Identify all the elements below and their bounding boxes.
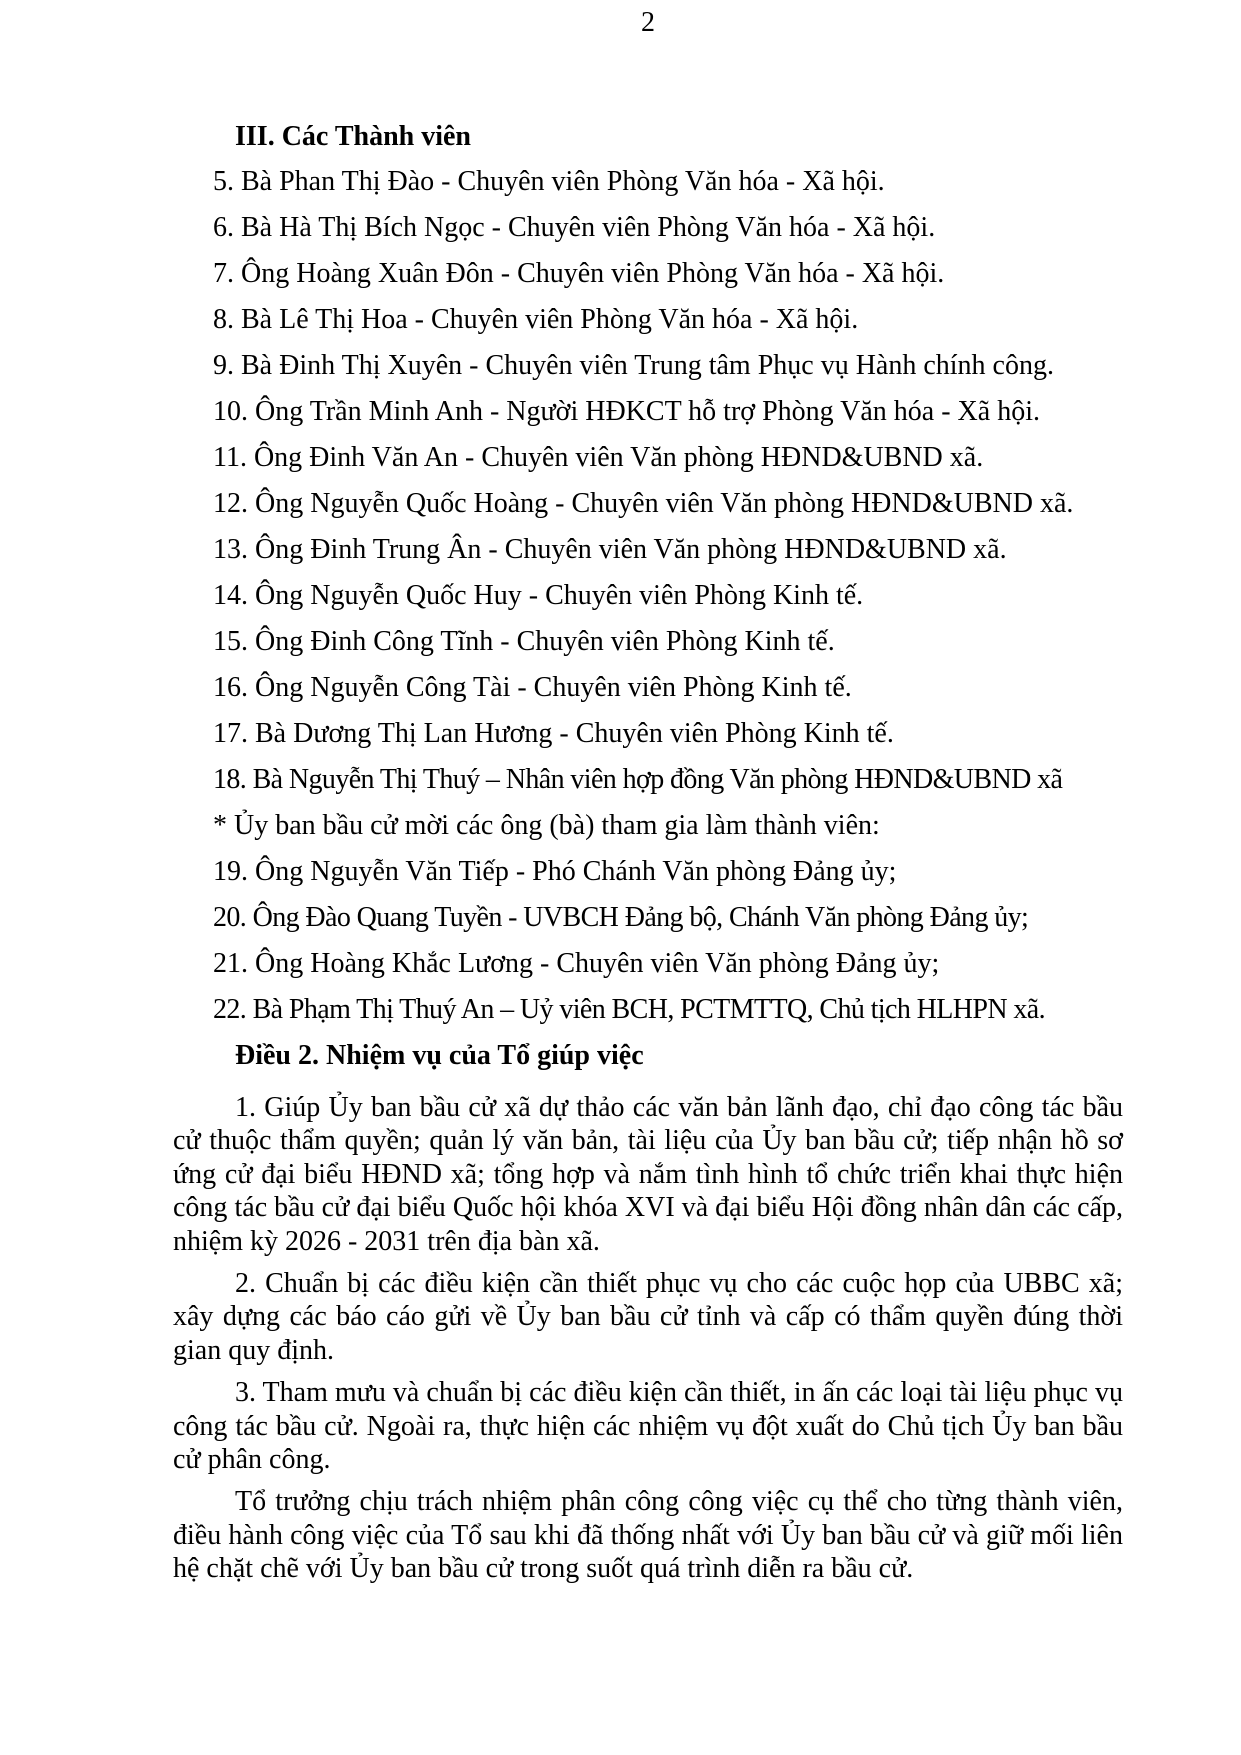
member-item-11: 11. Ông Đinh Văn An - Chuyên viên Văn phòng HĐND&UBND xã.: [213, 442, 984, 473]
member-item-18: 18. Bà Nguyễn Thị Thuý – Nhân viên hợp đồng Văn phòng HĐND&UBND xã: [213, 764, 1063, 795]
member-item-12: 12. Ông Nguyễn Quốc Hoàng - Chuyên viên Văn phòng HĐND&UBND xã.: [213, 488, 1074, 519]
member-item-16: 16. Ông Nguyễn Công Tài - Chuyên viên Phòng Kinh tế.: [213, 672, 852, 703]
section-heading-members: III. Các Thành viên: [235, 121, 472, 152]
member-item-7: 7. Ông Hoàng Xuân Đôn - Chuyên viên Phòng Văn hóa - Xã hội.: [213, 258, 945, 289]
article-2-heading: Điều 2. Nhiệm vụ của Tổ giúp việc: [235, 1040, 644, 1071]
invited-member-item-20: 20. Ông Đào Quang Tuyền - UVBCH Đảng bộ, Chánh Văn phòng Đảng ủy;: [213, 902, 1029, 933]
member-item-17: 17. Bà Dương Thị Lan Hương - Chuyên viên Phòng Kinh tế.: [213, 718, 894, 749]
article-2-paragraph-2: 2. Chuẩn bị các điều kiện cần thiết phục vụ cho các cuộc họp của UBBC xã; xây dựng các báo cáo gửi về Ủy ban bầu cử tỉnh và cấp có thẩm quyền đúng thời gian quy định.: [173, 1268, 1123, 1366]
member-item-9: 9. Bà Đinh Thị Xuyên - Chuyên viên Trung tâm Phục vụ Hành chính công.: [213, 350, 1054, 381]
invited-member-item-22: 22. Bà Phạm Thị Thuý An – Uỷ viên BCH, PCTMTTQ, Chủ tịch HLHPN xã.: [213, 994, 1046, 1025]
member-item-13: 13. Ông Đinh Trung Ân - Chuyên viên Văn phòng HĐND&UBND xã.: [213, 534, 1007, 565]
member-item-14: 14. Ông Nguyễn Quốc Huy - Chuyên viên Phòng Kinh tế.: [213, 580, 864, 611]
member-item-15: 15. Ông Đinh Công Tĩnh - Chuyên viên Phòng Kinh tế.: [213, 626, 835, 657]
article-2-paragraph-3: 3. Tham mưu và chuẩn bị các điều kiện cần thiết, in ấn các loại tài liệu phục vụ công tác bầu cử. Ngoài ra, thực hiện các nhiệm vụ đột xuất do Chủ tịch Ủy ban bầu cử phân công.: [173, 1377, 1123, 1476]
invited-member-item-19: 19. Ông Nguyễn Văn Tiếp - Phó Chánh Văn phòng Đảng ủy;: [213, 856, 897, 887]
invite-note: * Ủy ban bầu cử mời các ông (bà) tham gia làm thành viên:: [213, 810, 880, 841]
member-item-6: 6. Bà Hà Thị Bích Ngọc - Chuyên viên Phòng Văn hóa - Xã hội.: [213, 212, 936, 243]
article-2-paragraph-4: Tổ trưởng chịu trách nhiệm phân công công việc cụ thể cho từng thành viên, điều hành công việc của Tổ sau khi đã thống nhất với Ủy ban bầu cử và giữ mối liên hệ chặt chẽ với Ủy ban bầu cử trong suốt quá trình diễn ra bầu cử.: [173, 1486, 1123, 1585]
article-2-paragraph-1: 1. Giúp Ủy ban bầu cử xã dự thảo các văn bản lãnh đạo, chỉ đạo công tác bầu cử thuộc thẩm quyền; quản lý văn bản, tài liệu của Ủy ban bầu cử; tiếp nhận hồ sơ ứng cử đại biểu HĐND xã; tổng hợp và nắm tình hình tổ chức triển khai thực hiện công tác bầu cử đại biểu Quốc hội khóa XVI và đại biểu Hội đồng nhân dân các cấp, nhiệm kỳ 2026 - 2031 trên địa bàn xã.: [173, 1092, 1123, 1257]
member-item-5: 5. Bà Phan Thị Đào - Chuyên viên Phòng Văn hóa - Xã hội.: [213, 166, 885, 197]
member-item-8: 8. Bà Lê Thị Hoa - Chuyên viên Phòng Văn hóa - Xã hội.: [213, 304, 859, 335]
page-number: 2: [641, 7, 655, 38]
member-item-10: 10. Ông Trần Minh Anh - Người HĐKCT hỗ trợ Phòng Văn hóa - Xã hội.: [213, 396, 1040, 427]
invited-member-item-21: 21. Ông Hoàng Khắc Lương - Chuyên viên Văn phòng Đảng ủy;: [213, 948, 940, 979]
